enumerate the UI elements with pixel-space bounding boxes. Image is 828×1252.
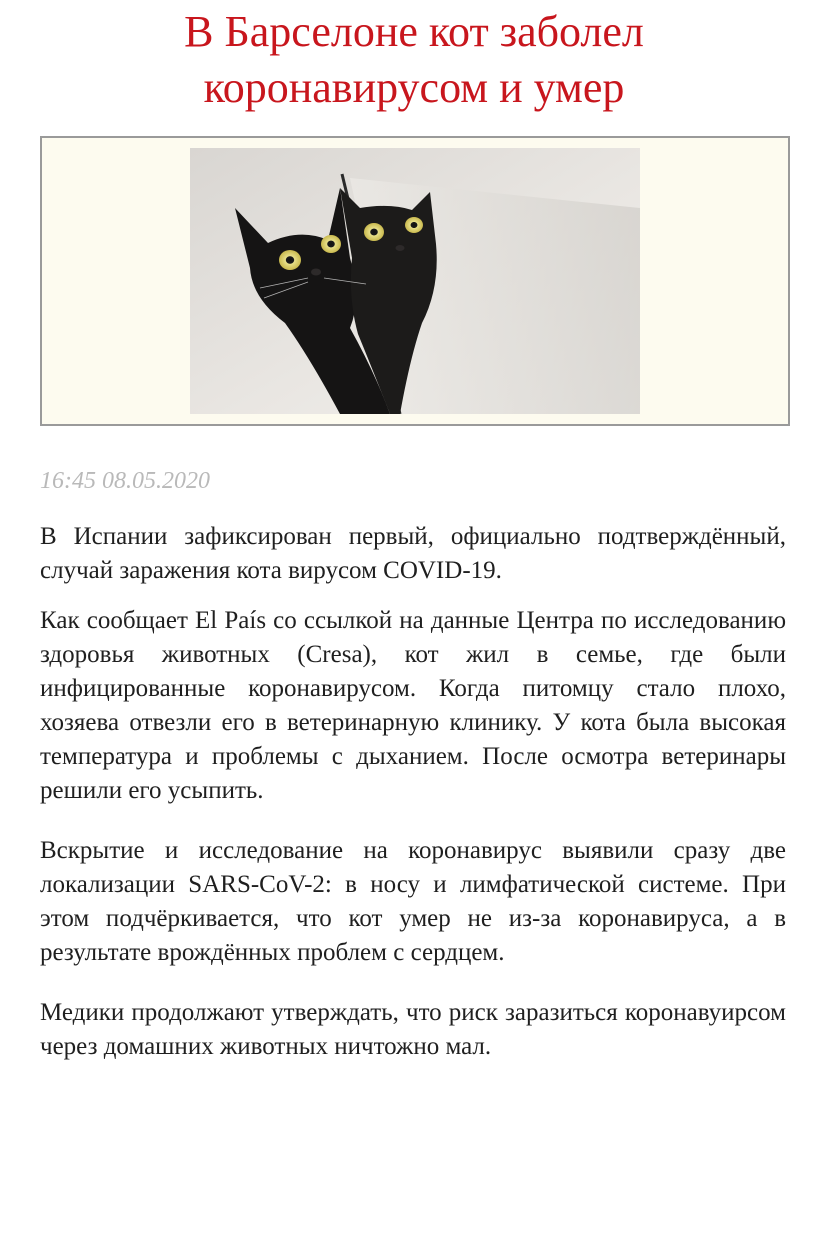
- article-photo-black-cats: [190, 148, 640, 414]
- article-body: [40, 520, 786, 1080]
- article-paragraph: Вскрытие и исследование на коронавирус выявили сразу две локализации SARS-CoV-2: в носу и лимфатической системе. При этом подчёркивается, что кот умер не из-за коронавируса, а в результате врождённых проблем с сердцем.: [40, 837, 786, 966]
- article-paragraph: Медики продолжают утверждать, что риск заразиться коронавуирсом через домашних животных ничтожно мал.: [40, 999, 786, 1060]
- article-title: В Барселоне кот заболел коронавирусом и умер: [184, 7, 644, 112]
- publish-date: 16:45 08.05.2020: [40, 468, 210, 494]
- article-paragraph: Как сообщает El País со ссылкой на данные Центра по исследованию здоровья животных (Cresa), кот жил в семье, где были инфицированные коронавирусом. Когда питомцу стало плохо, хозяева отвезли его в ветеринарную клинику. У кота была высокая температура и проблемы с дыханием. После осмотра ветеринары решили его усыпить.: [40, 607, 786, 804]
- article-image-frame: [40, 136, 790, 426]
- article-paragraph: В Испании зафиксирован первый, официально подтверждённый, случай заражения кота вирусом COVID-19.: [40, 523, 786, 584]
